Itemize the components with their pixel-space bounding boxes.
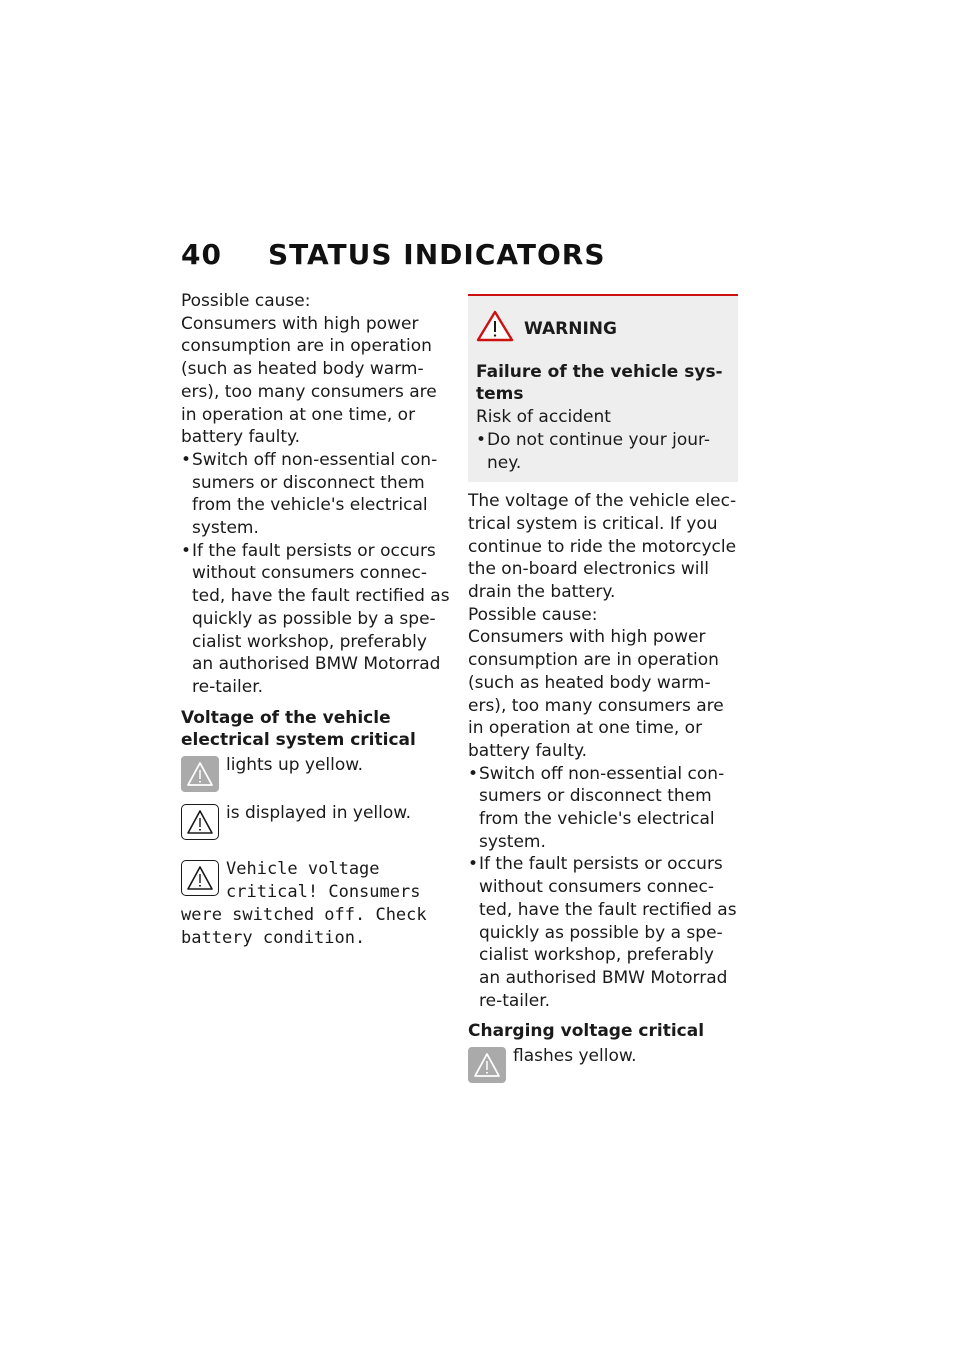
- cause-label: Possible cause:: [181, 291, 311, 311]
- page-number: 40: [181, 238, 222, 271]
- warning-triangle-display-icon: [181, 860, 219, 896]
- warning-heading: Failure of the vehicle sys-tems: [476, 361, 723, 405]
- cause-text: Consumers with high power consumption are in operation (such as heated body warm-ers), too many consumers are in operation at one time, or battery faulty.: [468, 627, 724, 761]
- left-column: [181, 290, 451, 950]
- list-item: • Switch off non-essential con-sumers or disconnect them from the vehicle's electrical system.: [181, 449, 451, 540]
- display-message-block: [181, 858, 451, 950]
- indicator-light-row: [181, 754, 451, 794]
- intro-text: The voltage of the vehicle elec-trical system is critical. If you continue to ride the motorcycle the on-board electronics will drain the battery.: [468, 491, 737, 603]
- warning-action-list: [476, 429, 730, 474]
- list-item: • Switch off non-essential con-sumers or disconnect them from the vehicle's electrical system.: [468, 763, 738, 854]
- display-symbol-row: [181, 802, 451, 848]
- right-column: [468, 290, 738, 1085]
- display-message: Vehicle voltage critical! Consumers were switched off. Check battery condition.: [181, 859, 427, 949]
- warning-triangle-icon: [476, 310, 514, 349]
- section-heading-voltage: Voltage of the vehicle electrical system critical: [181, 707, 416, 751]
- indicator-text: flashes yellow.: [513, 1046, 637, 1067]
- cause-label: Possible cause:: [468, 604, 598, 625]
- warning-title: [476, 310, 730, 349]
- cause-text: Consumers with high power consumption are in operation (such as heated body warm-ers), too many consumers are in operation at one time, or battery faulty.: [181, 313, 437, 448]
- warning-box: [468, 294, 738, 482]
- action-list: [181, 449, 451, 699]
- warning-risk: Risk of accident: [476, 407, 611, 428]
- section-heading-charging: Charging voltage critical: [468, 1021, 705, 1042]
- display-text: is displayed in yellow.: [226, 803, 412, 824]
- list-item: • If the fault persists or occurs without consumers connec-ted, have the fault rectified as quickly as possible by a spe-cialist workshop, preferably an authorised BMW Motorrad re-tailer.: [181, 540, 451, 699]
- list-item: • If the fault persists or occurs without consumers connec-ted, have the fault rectified as quickly as possible by a spe-cialist workshop, preferably an authorised BMW Motorrad re-tailer.: [468, 853, 738, 1012]
- general-warning-light-icon: [468, 1047, 506, 1083]
- general-warning-light-icon: [181, 756, 219, 792]
- warning-label: WARNING: [524, 319, 617, 339]
- warning-triangle-display-icon: [181, 804, 219, 840]
- action-list: [468, 763, 738, 1013]
- indicator-light-row: [468, 1045, 738, 1085]
- list-item: • Do not continue your jour-ney.: [476, 429, 730, 474]
- page-header: [181, 238, 606, 282]
- page-title: STATUS INDICATORS: [267, 238, 606, 271]
- indicator-text: lights up yellow.: [226, 755, 364, 776]
